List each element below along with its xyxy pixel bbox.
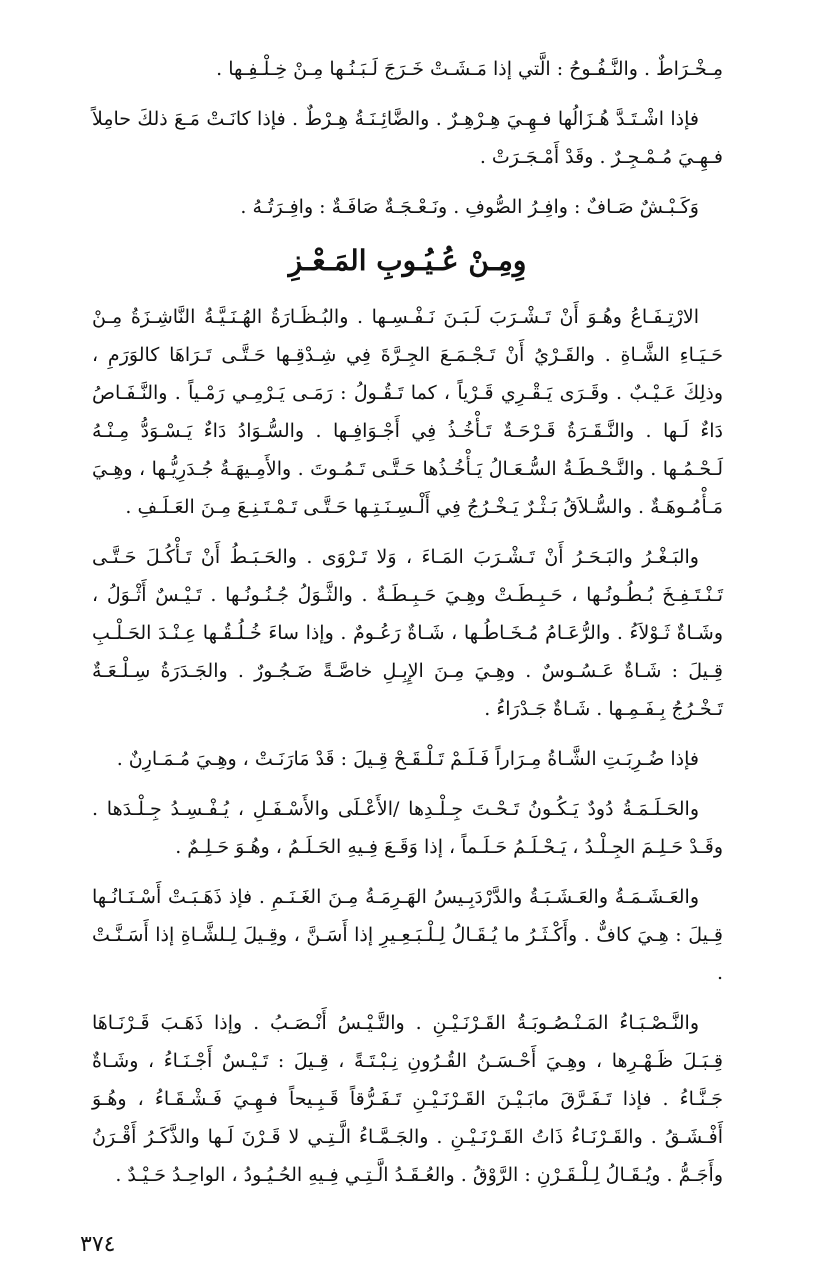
paragraph: مِـخْـرَاطٌ . والنَّـفُـوحُ : الَّتي إذا مَـشَـتْ خَـرَجَ لَـبَـنُـها مِـنْ خِـلْـفِـها .	[216, 58, 723, 80]
page-text	[92, 50, 723, 1206]
page-number: ٣٧٤	[80, 1232, 116, 1257]
paragraph: فإذا اشْـتَـدَّ هُـزَالُها فـهِـيَ هِـرْهِـرٌ . والضَّائِـنَـةُ هِـرْطٌ . فإذا كانَـتْ مَـعَ ذلكَ حامِلاً فـهِـيَ مُـمْـجِـرٌ . وقَدْ أَمْـجَـرَتْ .	[92, 108, 723, 168]
paragraph: فإذا ضُـرِبَـتِ الشَّـاةُ مِـرَاراً فَـلَـمْ تَـلْـقَـحْ قِـيلَ : قَدْ مَارَنَـتْ ، وهِـيَ مُـمَـارِنٌ .	[116, 748, 699, 770]
paragraph: والبَـغْـرُ والبَـحَـرُ أَنْ تَـشْـرَبَ المَـاءَ ، وَلا تَـرْوَى . والحَـبَـطُ أَنْ تَـأْكُـلَ حَـتَّـى تَـنْـتَـفِـخَ بُـطُـونُـها ، حَـبِـطَـتْ وهِـيَ حَـبِـطَـةٌ . والثَّـوَلُ جُـنُـونُـها . تَـيْـسٌ أَثْـوَلُ ، وشَـاةٌ ثَـوْلاَءُ . والرُّعَـامُ مُـخَـاطُـها ، شَـاةٌ رَعُـومٌ . وإذا ساءَ خُـلُـقُـها عِـنْـدَ الحَـلْـبِ قِـيلَ : شَـاةٌ عَـسُـوسٌ . وهِـيَ مِـنَ الإِبِـلِ خاصَّـةً ضَـجُـورٌ . والجَـدَرَةُ سِـلْـعَـةٌ تَـخْـرُجُ بِـفَـمِـها . شَـاةٌ جَـدْرَاءُ .	[92, 546, 723, 720]
paragraph: وَكَـبْـشٌ صَـافٌ : وافِـرُ الصُّوفِ . ونَـعْـجَـةٌ صَافَـةٌ : وافِـرَتُـهُ .	[240, 196, 699, 218]
paragraph: والحَـلَـمَـةُ دُودٌ يَـكُـونُ تَـحْـتَ جِـلْـدِها /الأَعْـلَى والأَسْـفَـلِ ، يُـفْـسِـدُ جِـلْـدَها . وقَـدْ حَـلِـمَ الجِـلْـدُ ، يَـحْـلَـمُ حَـلَـماً ، إذا وَقَـعَ فِـيهِ الحَـلَـمُ ، وهُـوَ حَـلِـمٌ .	[92, 798, 723, 858]
paragraph: والعَـشَـمَـةُ والعَـشَـبَـةُ والدَّرْدَبِـيسُ الهَـرِمَـةُ مِـنَ الغَـنَـمِ . فإذ ذَهَـبَـتْ أَسْـنَـانُـها قِـيلَ : هِـيَ كافٌّ . وأَكْـثَـرُ ما يُـقَـالُ لِـلْـبَـعِـيرِ إذا أَسَـنَّ ، وقِـيلَ لِـلشَّـاةِ إذا أَسَـنَّـتْ .	[92, 886, 723, 984]
paragraph: والنَّـصْـبَـاءُ المَـنْـصُـوبَـةُ القَـرْنَـيْـنِ . والتَّـيْـسُ أَنْـصَـبُ . وإذا ذَهَـبَ قَـرْنَـاهَا قِـبَـلَ ظَـهْـرِها ، وهِـيَ أَحْـسَـنُ القُـرُونِ نِـبْـتَـةً ، قِـيلَ : تَـيْـسٌ أَجْـنَـاءُ ، وشَـاةٌ جَـنَّـاءُ . فإذا تَـفَـرَّقَ مابَـيْـنَ القَـرْنَـيْـنِ تَـفَـرُّقاً قَـبِـيحاً فـهِـيَ فَـشْـقَـاءُ ، وهُـوَ أَفْـشَـقُ . والقَـرْنَـاءُ ذَاتُ القَـرْنَـيْـنِ . والجَـمَّـاءُ الَّـتِـي لا قَـرْنَ لَـها والذَّكَـرُ أَقْـرَنُ وأَجَـمُّ . ويُـقَـالُ لِـلْـقَـرْنِ : الرَّوْقُ . والعُـقَـدُ الَّـتِـي فِـيهِ الحُـيُـودُ ، الواحِـدُ حَـيْـدٌ .	[92, 1012, 723, 1186]
paragraph: الارْتِـفَـاعُ وهُـوَ أَنْ تَـشْـرَبَ لَـبَـنَ نَـفْـسِـها . والبُـظَـارَةُ الهُـنَـيَّـةُ النَّاشِـزَةُ مِـنْ حَـيَـاءِ الشَّـاةِ . والقَـرْيُ أَنْ تَـجْـمَـعَ الجِـرَّةَ فِي شِـدْقِـها حَـتَّـى تَـرَاهَا كالوَرَمِ ، وذلِكَ عَـيْـبٌ . وقَـرَى يَـقْـرِي قَـرْياً ، كما تَـقُـولُ : رَمَـى يَـرْمِـي رَمْـياً . والنَّـفَـاصُ دَاءٌ لَـها . والنَّـقَـرَةُ قَـرْحَـةٌ تَـأْخُـذُ فِي أَجْـوَافِـها . والسُّـوَادُ دَاءٌ يَـسْـوَدُّ مِـنْـهُ لَـحْـمُـها . والنَّـحْـطَـةُ السُّـعَـالُ يَـأْخُـذُها حَـتَّـى تَـمُـوتَ . والأَمِـيهَـةُ جُـدَرِيُّـها ، وهِـيَ مَـأْمُـوهَـةٌ . والسُّـلاَقُ بَـثْـرٌ يَـخْـرُجُ فِي أَلْـسِـنَـتِـها حَـتَّـى تَـمْـتَـنِـعَ مِـنَ العَـلَـفِ .	[92, 306, 723, 518]
section-heading: وِمِـنْ عُـيُـوبِ المَـعْـزِ	[288, 244, 527, 277]
